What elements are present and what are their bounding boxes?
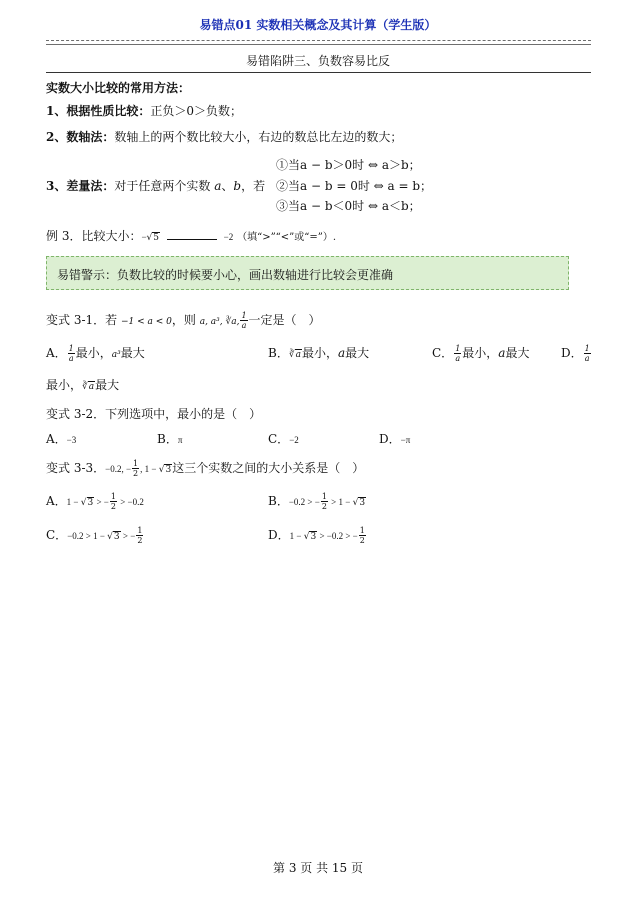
method-1-text: 正负＞0＞负数； <box>150 104 242 118</box>
method-3 <box>46 177 265 194</box>
option-text: 最小， <box>46 378 83 392</box>
frac-den: 2 <box>359 536 365 545</box>
example-3-prefix: 例 3．比较大小： <box>46 229 142 243</box>
option-label: B． <box>268 346 289 360</box>
method-3-a: a <box>214 179 222 193</box>
frac-den: 2 <box>110 502 116 511</box>
frac-num: 1 <box>455 344 461 353</box>
variant-3-1-cond: −1 < a < 0 <box>120 317 172 327</box>
option-tail: 最大 <box>95 378 120 392</box>
methods-heading: 实数大小比较的常用方法： <box>46 81 191 95</box>
option-tail: 最大 <box>345 346 370 360</box>
fraction-half <box>110 492 117 511</box>
v33-option-b[interactable] <box>268 492 366 511</box>
option-value: −π <box>400 435 411 445</box>
fraction-icon <box>584 344 591 363</box>
v31-option-d-continued <box>46 376 119 393</box>
frac-den: a <box>455 354 461 363</box>
example-3-radicand: 5 <box>153 233 160 243</box>
sqrt-icon: √3 <box>158 465 172 475</box>
v32-option-c[interactable] <box>268 430 299 447</box>
method-3-b: b <box>233 179 242 193</box>
v32-option-a[interactable] <box>46 430 76 447</box>
option-label: A． <box>46 494 67 508</box>
sqrt-icon: √5 <box>146 233 160 243</box>
cube-root-icon: ∛a <box>288 350 301 360</box>
cube-root-icon: ∛a <box>82 382 95 392</box>
frac-num: 1 <box>584 344 590 353</box>
variant-3-3-items-b: , 1 − <box>140 464 159 474</box>
option-tail: 最大 <box>120 346 145 360</box>
section-rule <box>46 72 591 73</box>
example-3-hint: （填“>”“<”或“=”）. <box>237 232 337 243</box>
variant-3-2: 变式 3-2．下列选项中，最小的是（ ） <box>46 407 262 421</box>
radicand: 3 <box>165 465 172 475</box>
option-label: B． <box>268 494 289 508</box>
fraction-icon <box>454 344 461 363</box>
method-1 <box>46 102 242 119</box>
frac-den: a <box>584 354 590 363</box>
fraction-half <box>321 492 328 511</box>
option-value: −2 <box>289 435 299 445</box>
option-math: a³ <box>111 350 121 360</box>
option-part: > −0.2 > − <box>317 531 358 541</box>
frac-num: 1 <box>241 311 247 320</box>
frac-num: 1 <box>137 526 143 535</box>
case-1: ①当a − b＞0时 ⇔ a＞b； <box>276 158 421 172</box>
v32-option-d[interactable] <box>379 430 410 447</box>
frac-den: 2 <box>321 502 327 511</box>
answer-blank[interactable] <box>167 229 217 240</box>
method-2-text: 数轴上的两个数比较大小，右边的数总比左边的数大； <box>114 130 403 144</box>
v33-option-d[interactable] <box>268 526 367 545</box>
v31-option-a[interactable] <box>46 344 145 363</box>
header-solid-rule <box>46 44 591 45</box>
fraction-1-over-a <box>240 311 247 330</box>
frac-num: 1 <box>68 344 74 353</box>
frac-num: 1 <box>110 492 116 501</box>
example-3-neg: − <box>141 232 147 242</box>
option-part: −0.2 > − <box>288 497 320 507</box>
header-dashed-rule <box>46 40 591 41</box>
option-part: −0.2 > 1 − <box>67 531 108 541</box>
variant-3-1 <box>46 311 321 330</box>
option-part: > −0.2 <box>117 497 144 507</box>
variant-3-3-tail: 这三个实数之间的大小关系是（ ） <box>172 461 365 475</box>
option-value: −3 <box>66 435 77 445</box>
variant-3-3 <box>46 459 364 478</box>
v33-option-c[interactable] <box>46 526 144 545</box>
frac-den: 2 <box>137 536 143 545</box>
fraction-half <box>359 526 366 545</box>
variant-3-1-list: a, a³, ∛a, <box>199 317 240 327</box>
variant-3-1-prefix: 变式 3-1．若 <box>46 313 118 327</box>
variant-3-1-mid: ，则 <box>171 313 196 327</box>
option-label: D． <box>561 346 583 360</box>
option-label: D． <box>379 432 401 446</box>
frac-num: 1 <box>321 492 327 501</box>
v31-option-d[interactable] <box>561 344 592 363</box>
method-2-label: 2、数轴法： <box>46 130 115 144</box>
v31-option-c[interactable] <box>432 344 529 363</box>
frac-den: a <box>68 354 74 363</box>
sqrt-icon: √3 <box>303 532 317 542</box>
case-2: ②当a − b = 0时 ⇔ a = b； <box>276 179 433 193</box>
variant-3-3-items: −0.2, − <box>105 464 132 474</box>
warning-text: 易错警示：负数比较的时候要小心，画出数轴进行比较会更准确 <box>57 268 394 282</box>
radicand: 3 <box>87 498 94 508</box>
method-3-label: 3、差量法： <box>46 179 115 193</box>
v31-option-b[interactable] <box>268 344 369 361</box>
option-math: a <box>337 346 346 360</box>
variant-3-1-tail: 一定是（ ） <box>248 313 321 327</box>
v32-option-b[interactable] <box>157 430 182 447</box>
option-label: B． <box>157 432 178 446</box>
document-header-title: 易错点01 实数相关概念及其计算（学生版） <box>199 18 437 32</box>
fraction-icon <box>68 344 75 363</box>
radicand: a <box>88 382 95 392</box>
fraction-half <box>132 459 139 478</box>
option-part: > 1 − <box>328 497 353 507</box>
method-3-text: 对于任意两个实数 <box>114 179 211 193</box>
option-part: 1 − <box>66 497 81 507</box>
example-3-right: −2 <box>223 232 234 242</box>
example-3 <box>46 227 336 244</box>
page-footer: 第 3 页 共 15 页 <box>273 861 363 875</box>
radicand: 3 <box>113 532 120 542</box>
frac-num: 1 <box>359 526 365 535</box>
option-label: C． <box>46 528 68 542</box>
option-text: 最小， <box>462 346 499 360</box>
option-part: > − <box>120 531 136 541</box>
frac-num: 1 <box>133 459 139 468</box>
option-text: 最小， <box>75 346 112 360</box>
radicand: 3 <box>359 498 366 508</box>
sqrt-icon: √3 <box>352 498 366 508</box>
option-part: > − <box>94 497 109 507</box>
option-label: C． <box>268 432 290 446</box>
option-label: C． <box>432 346 454 360</box>
option-part: 1 − <box>289 531 304 541</box>
method-3-tail: ，若 <box>241 179 266 193</box>
section-title: 易错陷阱三、负数容易比反 <box>245 54 390 68</box>
case-3: ③当a − b＜0时 ⇔ a＜b； <box>276 199 421 213</box>
option-text: 最小， <box>301 346 338 360</box>
frac-den: a <box>241 321 247 330</box>
method-2 <box>46 128 402 145</box>
method-3-sep: 、 <box>221 179 234 193</box>
variant-3-3-prefix: 变式 3-3． <box>46 461 106 475</box>
warning-box <box>46 256 569 290</box>
method-1-label: 1、根据性质比较： <box>46 104 151 118</box>
sqrt-icon: √3 <box>107 532 120 542</box>
option-value: π <box>177 435 183 445</box>
option-math: a <box>498 346 506 360</box>
option-tail: 最大 <box>505 346 530 360</box>
sqrt-icon: √3 <box>80 498 94 508</box>
frac-den: 2 <box>133 469 139 478</box>
radicand: a <box>295 350 301 360</box>
option-label: A． <box>46 346 67 360</box>
radicand: 3 <box>310 532 317 542</box>
fraction-half <box>136 526 143 545</box>
option-label: A． <box>46 432 67 446</box>
option-label: D． <box>268 528 290 542</box>
v33-option-a[interactable] <box>46 492 144 511</box>
